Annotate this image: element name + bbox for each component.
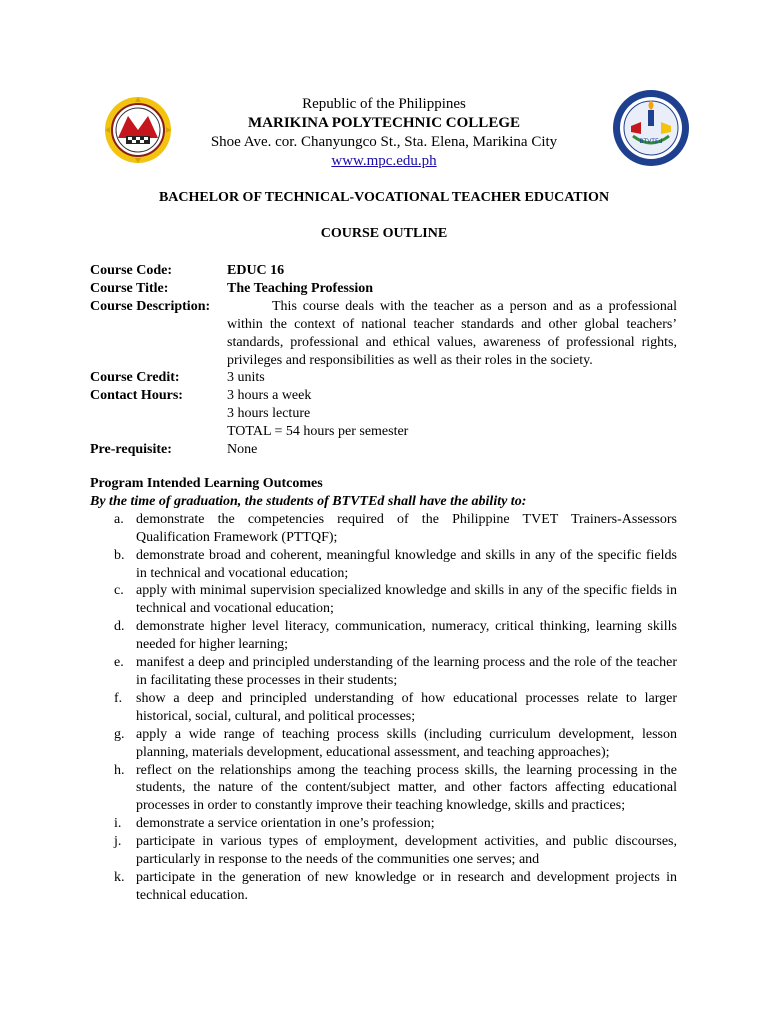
outline-title: COURSE OUTLINE: [320, 226, 448, 241]
contact-hours-lecture: 3 hours lecture: [227, 406, 311, 422]
list-item-text: demonstrate a service orientation in one’s profession;: [136, 816, 435, 832]
list-item-text: participate in various types of employment, development activities, and public discourses, particularly in response to the needs of the communities one serves; and: [136, 834, 677, 868]
list-item: [90, 869, 680, 905]
list-item: [90, 726, 680, 762]
course-description-value: This course deals with the teacher as a person and as a professional within the context of national teacher standards and other global teachers’ standards, professional and ethical values, awareness of professional rights, privileges and responsibilities as well as their roles in the society.: [227, 298, 677, 368]
course-title-row: [90, 280, 680, 298]
college-address: Shoe Ave. cor. Chanyungco St., Sta. Elena, Marikina City: [210, 134, 558, 150]
list-marker: j.: [114, 834, 122, 850]
list-item-text: reflect on the relationships among the teaching process skills, the learning processing in the students, the nature of the content/subject matter, and other factors affecting educational processes in order to constantly improve their teaching knowledge, skills and practices;: [136, 762, 677, 814]
list-marker: d.: [114, 619, 125, 635]
college-name: MARIKINA POLYTECHNIC COLLEGE: [248, 115, 520, 131]
list-marker: a.: [114, 511, 124, 527]
list-item-text: manifest a deep and principled understanding of the learning process and the role of the teacher in facilitating these processes in their students;: [136, 655, 677, 688]
course-code-row: [90, 262, 680, 280]
contact-hours-week: 3 hours a week: [227, 388, 312, 404]
list-item-text: apply with minimal supervision specialized knowledge and skills in any of the specific fields in technical and vocational education;: [136, 583, 677, 617]
list-item: [90, 618, 680, 654]
list-marker: e.: [114, 655, 124, 671]
letterhead: [0, 95, 768, 171]
course-title-label: Course Title:: [90, 280, 169, 296]
course-description-label: Course Description:: [90, 298, 211, 314]
course-code-value: EDUC 16: [227, 263, 285, 278]
list-item: [90, 582, 680, 618]
website-link[interactable]: www.mpc.edu.ph: [331, 153, 437, 169]
outcomes-list: [90, 511, 680, 905]
program-outcomes: [90, 475, 680, 905]
list-marker: g.: [114, 726, 125, 742]
list-marker: b.: [114, 547, 125, 563]
list-marker: i.: [114, 816, 122, 832]
course-info: [90, 262, 680, 459]
list-item-text: demonstrate the competencies required of the Philippine TVET Trainers-Assessors Qualification Framework (PTTQF);: [136, 511, 677, 545]
list-item: [90, 690, 680, 726]
list-marker: k.: [114, 869, 125, 885]
list-item: [90, 547, 680, 583]
prerequisite-row: [90, 441, 680, 459]
list-marker: f.: [114, 690, 123, 706]
course-credit-label: Course Credit:: [90, 370, 180, 386]
list-item: [90, 511, 680, 547]
svg-text:BTVTEd: BTVTEd: [639, 138, 663, 145]
list-item-text: participate in the generation of new knowledge or in research and development projects in technical education.: [136, 869, 677, 903]
list-item: [90, 815, 680, 833]
course-title-value: The Teaching Profession: [227, 280, 373, 296]
course-credit-value: 3 units: [227, 370, 265, 386]
list-item-text: demonstrate higher level literacy, communication, numeracy, critical thinking, learning skills needed for higher learning;: [136, 619, 677, 653]
prerequisite-value: None: [227, 442, 258, 458]
course-credit-row: [90, 369, 680, 387]
program-title: BACHELOR OF TECHNICAL-VOCATIONAL TEACHER EDUCATION: [158, 190, 610, 205]
outcomes-lead: By the time of graduation, the students of BTVTEd shall have the ability to:: [90, 493, 527, 509]
list-marker: c.: [114, 583, 124, 599]
list-item-text: show a deep and principled understanding of how educational processes relate to larger historical, social, cultural, and political processes;: [136, 690, 677, 724]
outcomes-heading: Program Intended Learning Outcomes: [90, 476, 323, 491]
contact-hours-total: TOTAL = 54 hours per semester: [227, 424, 409, 440]
contact-hours-label: Contact Hours:: [90, 388, 183, 404]
prerequisite-label: Pre-requisite:: [90, 442, 172, 458]
course-code-label: Course Code:: [90, 263, 173, 278]
course-description-row: [90, 298, 680, 370]
contact-hours-row: [90, 387, 680, 441]
list-item: [90, 833, 680, 869]
list-marker: h.: [114, 762, 125, 778]
list-item-text: demonstrate broad and coherent, meaningful knowledge and skills in any of the specific fields in technical and vocational education;: [136, 547, 677, 581]
republic-line: Republic of the Philippines: [302, 96, 466, 112]
list-item: [90, 654, 680, 690]
list-item-text: apply a wide range of teaching process skills (including curriculum development, lesson planning, materials development, educational assessment, and teaching approaches);: [136, 726, 677, 760]
list-item: [90, 762, 680, 816]
